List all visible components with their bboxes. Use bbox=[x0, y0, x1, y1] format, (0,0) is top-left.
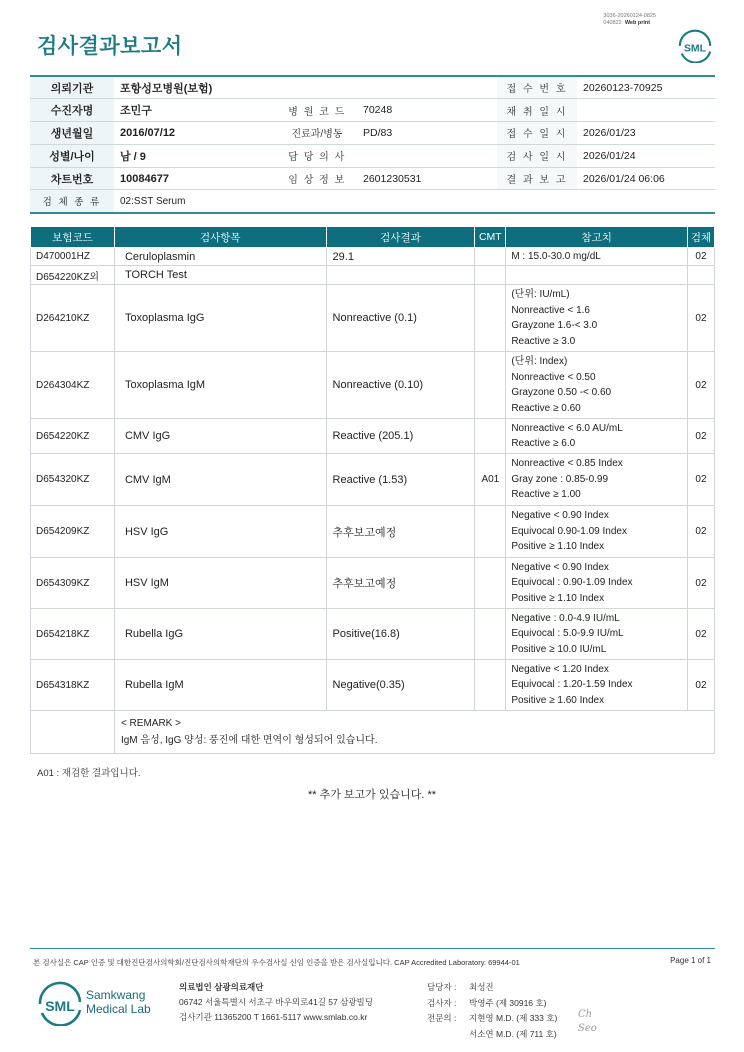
cmt-cell bbox=[475, 419, 506, 454]
insurance-code-cell: D654220KZ외 bbox=[31, 266, 115, 285]
insurance-code-cell: D654320KZ bbox=[31, 454, 115, 506]
staff-value: 박영주 (제 30916 호) bbox=[469, 997, 547, 1008]
insurance-code-cell: D654218KZ bbox=[31, 609, 115, 660]
collect-date-value bbox=[577, 99, 715, 122]
hospital-code-label: 병 원 코 드 bbox=[277, 99, 357, 122]
clinical-info-label: 임 상 정 보 bbox=[277, 167, 357, 190]
signature-1: Ch bbox=[578, 1009, 593, 1020]
col-header-reference: 참고치 bbox=[506, 227, 688, 248]
staff-value: 지현영 M.D. (제 333 호) bbox=[469, 1013, 558, 1023]
result-row bbox=[31, 285, 715, 352]
sml-logo-text: SML bbox=[683, 43, 707, 55]
specimen-cell: 02 bbox=[687, 454, 714, 506]
doc-code-line2: 040822 bbox=[603, 20, 622, 26]
test-result-cell: Positive(16.8) bbox=[326, 609, 475, 660]
reference-cell bbox=[506, 454, 688, 506]
signature-image bbox=[578, 1008, 597, 1036]
results-body bbox=[31, 248, 715, 711]
info-row bbox=[30, 122, 715, 145]
patient-name-label: 수진자명 bbox=[30, 99, 114, 122]
requesting-org-value: 포항성모병원(보험) bbox=[114, 76, 497, 99]
certification-note: 본 검사실은 CAP 인증 및 대한진단검사의학회/진단검사의학재단의 우수검사실 신임 인증을 받은 검사실입니다. CAP Accredited Laboratory. 69944-01 bbox=[33, 958, 520, 967]
patient-name-value: 조민구 bbox=[114, 99, 277, 122]
test-item-cell: Toxoplasma IgM bbox=[114, 352, 326, 419]
cmt-cell bbox=[475, 248, 506, 266]
reference-cell bbox=[506, 660, 688, 711]
page-number: Page 1 of 1 bbox=[670, 956, 711, 965]
insurance-code-cell: D470001HZ bbox=[31, 248, 115, 266]
footer-divider bbox=[30, 948, 715, 949]
result-row bbox=[31, 660, 715, 711]
col-header-code: 보험코드 bbox=[31, 227, 115, 248]
specimen-cell: 02 bbox=[687, 352, 714, 419]
info-row bbox=[30, 76, 715, 99]
reference-line: (단위: IU/mL) bbox=[511, 289, 570, 300]
collect-date-label: 채 취 일 시 bbox=[497, 99, 577, 122]
test-result-cell: 29.1 bbox=[326, 248, 475, 266]
results-header-row bbox=[31, 227, 715, 248]
specimen-cell: 02 bbox=[687, 660, 714, 711]
remark-row bbox=[31, 711, 715, 754]
reference-line: Nonreactive < 0.85 Index bbox=[511, 458, 623, 470]
insurance-code-cell: D654209KZ bbox=[31, 506, 115, 558]
insurance-code-cell: D264304KZ bbox=[31, 352, 115, 419]
cmt-cell bbox=[475, 285, 506, 352]
reference-line: Grayzone 0.50 -< 0.60 bbox=[511, 387, 612, 398]
test-item-cell: HSV IgM bbox=[114, 558, 326, 609]
staff-row bbox=[427, 1011, 557, 1027]
reference-cell bbox=[506, 266, 688, 285]
test-item-cell: CMV IgM bbox=[114, 454, 326, 506]
doctor-label: 담 당 의 사 bbox=[277, 144, 357, 167]
result-row bbox=[31, 266, 715, 285]
reference-line: Nonreactive < 1.6 bbox=[511, 304, 590, 316]
dept-value: PD/83 bbox=[357, 122, 497, 145]
insurance-code-cell: D654309KZ bbox=[31, 558, 115, 609]
specimen-cell bbox=[687, 266, 714, 285]
organization-info bbox=[179, 980, 373, 1025]
chart-no-label: 차트번호 bbox=[30, 167, 114, 190]
reference-cell bbox=[506, 352, 688, 419]
page-title: 검사결과보고서 bbox=[37, 35, 183, 58]
insurance-code-cell: D264210KZ bbox=[31, 285, 115, 352]
footer-logo-text: SML bbox=[45, 998, 75, 1014]
lab-name-line1: Samkwang bbox=[86, 988, 146, 1002]
reference-cell bbox=[506, 558, 688, 609]
result-row bbox=[31, 419, 715, 454]
lab-name-line2: Medical Lab bbox=[86, 1002, 151, 1016]
info-row bbox=[30, 167, 715, 190]
staff-label: 전문의 : bbox=[427, 1013, 457, 1023]
chart-no-value: 10084677 bbox=[114, 167, 277, 190]
test-date-value: 2026/01/24 bbox=[577, 144, 715, 167]
result-row bbox=[31, 609, 715, 660]
cmt-cell bbox=[475, 266, 506, 285]
result-row bbox=[31, 506, 715, 558]
cmt-cell bbox=[475, 352, 506, 419]
doctor-value bbox=[357, 144, 497, 167]
test-result-cell: Reactive (205.1) bbox=[326, 419, 475, 454]
test-item-cell: CMV IgG bbox=[114, 419, 326, 454]
org-name: 의료법인 삼광의료재단 bbox=[179, 982, 264, 992]
reference-cell bbox=[506, 609, 688, 660]
staff-label: 검사자 : bbox=[427, 997, 457, 1008]
specimen-cell: 02 bbox=[687, 609, 714, 660]
reference-cell bbox=[506, 419, 688, 454]
reference-line: Positive ≥ 1.10 Index bbox=[511, 541, 605, 553]
cmt-cell bbox=[475, 506, 506, 558]
test-result-cell: Nonreactive (0.10) bbox=[326, 352, 475, 419]
reference-line: Negative : 0.0-4.9 IU/mL bbox=[511, 612, 620, 624]
test-result-cell: Negative(0.35) bbox=[326, 660, 475, 711]
cmt-footnote: A01 : 재검한 결과입니다. bbox=[37, 768, 141, 779]
col-header-cmt: CMT bbox=[475, 227, 506, 248]
staff-info bbox=[427, 980, 557, 1042]
receipt-no-value: 20260123-70925 bbox=[577, 76, 715, 99]
info-row bbox=[30, 99, 715, 122]
test-date-label: 검 사 일 시 bbox=[497, 144, 577, 167]
specimen-value: 02:SST Serum bbox=[114, 190, 715, 213]
reference-cell bbox=[506, 506, 688, 558]
reference-line: Equivocal : 0.90-1.09 Index bbox=[511, 577, 633, 589]
results-table bbox=[30, 226, 715, 754]
reference-line: Reactive ≥ 1.00 bbox=[511, 489, 581, 501]
receipt-no-label: 접 수 번 호 bbox=[497, 76, 577, 99]
doc-code-line1: 3036-20260124-0825 bbox=[603, 13, 656, 19]
specimen-cell: 02 bbox=[687, 248, 714, 266]
reference-line: Equivocal : 5.0-9.9 IU/mL bbox=[511, 628, 624, 640]
clinical-info-value: 2601230531 bbox=[357, 167, 497, 190]
staff-value: 서소연 M.D. (제 711 호) bbox=[469, 1028, 557, 1039]
col-header-item: 검사항목 bbox=[114, 227, 326, 248]
staff-value: 최성진 bbox=[469, 982, 494, 992]
staff-label: 담당자 : bbox=[427, 982, 457, 992]
test-item-cell: Rubella IgG bbox=[114, 609, 326, 660]
test-result-cell: 추후보고예정 bbox=[326, 506, 475, 558]
cmt-cell bbox=[475, 558, 506, 609]
specimen-cell: 02 bbox=[687, 558, 714, 609]
reference-cell bbox=[506, 248, 688, 266]
test-item-cell: Ceruloplasmin bbox=[114, 248, 326, 266]
sml-logo bbox=[676, 25, 714, 63]
specimen-cell: 02 bbox=[687, 419, 714, 454]
reference-line: Nonreactive < 0.50 bbox=[511, 371, 596, 383]
reference-line: Positive ≥ 10.0 IU/mL bbox=[511, 643, 607, 655]
cmt-cell bbox=[475, 609, 506, 660]
dob-value: 2016/07/12 bbox=[114, 122, 277, 145]
specimen-cell: 02 bbox=[687, 506, 714, 558]
requesting-org-label: 의뢰기관 bbox=[30, 76, 114, 99]
patient-info-table bbox=[30, 75, 715, 214]
web-print-label: Web print bbox=[624, 20, 651, 26]
reference-line: Equivocal : 1.20-1.59 Index bbox=[511, 679, 633, 691]
signature-2: Seo bbox=[578, 1023, 597, 1034]
test-item-cell: TORCH Test bbox=[114, 266, 326, 285]
result-row bbox=[31, 248, 715, 266]
reference-line: Gray zone : 0.85-0.99 bbox=[511, 473, 609, 485]
reference-line: Equivocal 0.90-1.09 Index bbox=[511, 525, 627, 537]
info-row bbox=[30, 144, 715, 167]
cmt-cell: A01 bbox=[475, 454, 506, 506]
more-reports-notice: ** 추가 보고가 있습니다. ** bbox=[307, 789, 437, 801]
reference-line: Positive ≥ 1.60 Index bbox=[511, 694, 605, 706]
sex-age-value: 남 / 9 bbox=[114, 144, 277, 167]
org-contact: 검사기관 11365200 T 1661-5117 www.smlab.co.kr bbox=[179, 1012, 368, 1022]
test-result-cell: 추후보고예정 bbox=[326, 558, 475, 609]
lab-name bbox=[86, 988, 151, 1016]
dob-label: 생년월일 bbox=[30, 122, 114, 145]
document-code bbox=[603, 13, 656, 27]
remark-spacer bbox=[31, 711, 115, 754]
cmt-cell bbox=[475, 660, 506, 711]
result-row bbox=[31, 454, 715, 506]
reference-line: Negative < 0.90 Index bbox=[511, 561, 609, 573]
specimen-label: 검 체 종 류 bbox=[30, 190, 114, 213]
reference-line: Reactive ≥ 6.0 bbox=[511, 438, 576, 449]
remark-title: < REMARK > bbox=[120, 718, 181, 729]
test-result-cell: Reactive (1.53) bbox=[326, 454, 475, 506]
result-row bbox=[31, 352, 715, 419]
reference-line: Positive ≥ 1.10 Index bbox=[511, 592, 605, 604]
receipt-date-label: 접 수 일 시 bbox=[497, 122, 577, 145]
sex-age-label: 성별/나이 bbox=[30, 144, 114, 167]
reference-line: Grayzone 1.6-< 3.0 bbox=[511, 320, 598, 331]
reference-line: Negative < 1.20 Index bbox=[511, 663, 609, 675]
staff-label bbox=[427, 1027, 469, 1043]
test-item-cell: Toxoplasma IgG bbox=[114, 285, 326, 352]
hospital-code-value: 70248 bbox=[357, 99, 497, 122]
receipt-date-value: 2026/01/23 bbox=[577, 122, 715, 145]
reference-line: Reactive ≥ 3.0 bbox=[511, 335, 576, 347]
insurance-code-cell: D654220KZ bbox=[31, 419, 115, 454]
report-date-value: 2026/01/24 06:06 bbox=[577, 167, 715, 190]
reference-line: Reactive ≥ 0.60 bbox=[511, 402, 581, 414]
col-header-specimen: 검체 bbox=[687, 227, 714, 248]
sml-footer-logo bbox=[37, 980, 83, 1026]
reference-line: Nonreactive < 6.0 AU/mL bbox=[511, 422, 623, 434]
info-row bbox=[30, 190, 715, 213]
remark-cell bbox=[114, 711, 714, 754]
test-result-cell: Nonreactive (0.1) bbox=[326, 285, 475, 352]
specimen-cell: 02 bbox=[687, 285, 714, 352]
staff-row bbox=[427, 1027, 557, 1043]
staff-row bbox=[427, 996, 557, 1012]
test-item-cell: Rubella IgM bbox=[114, 660, 326, 711]
col-header-result: 검사결과 bbox=[326, 227, 475, 248]
org-address: 06742 서울특별시 서초구 바우뫼로41길 57 삼광빌딩 bbox=[179, 997, 373, 1007]
result-row bbox=[31, 558, 715, 609]
reference-line: M : 15.0-30.0 mg/dL bbox=[511, 250, 601, 262]
test-item-cell: HSV IgG bbox=[114, 506, 326, 558]
test-result-cell bbox=[326, 266, 475, 285]
report-date-label: 결 과 보 고 bbox=[497, 167, 577, 190]
remark-text: IgM 음성, IgG 양성: 풍진에 대한 면역이 형성되어 있습니다. bbox=[120, 735, 378, 746]
dept-label: 진료과/병동 bbox=[277, 122, 357, 145]
reference-line: Negative < 0.90 Index bbox=[511, 510, 609, 522]
reference-line: (단위: Index) bbox=[511, 356, 568, 367]
insurance-code-cell: D654318KZ bbox=[31, 660, 115, 711]
reference-cell bbox=[506, 285, 688, 352]
staff-row bbox=[427, 980, 557, 996]
